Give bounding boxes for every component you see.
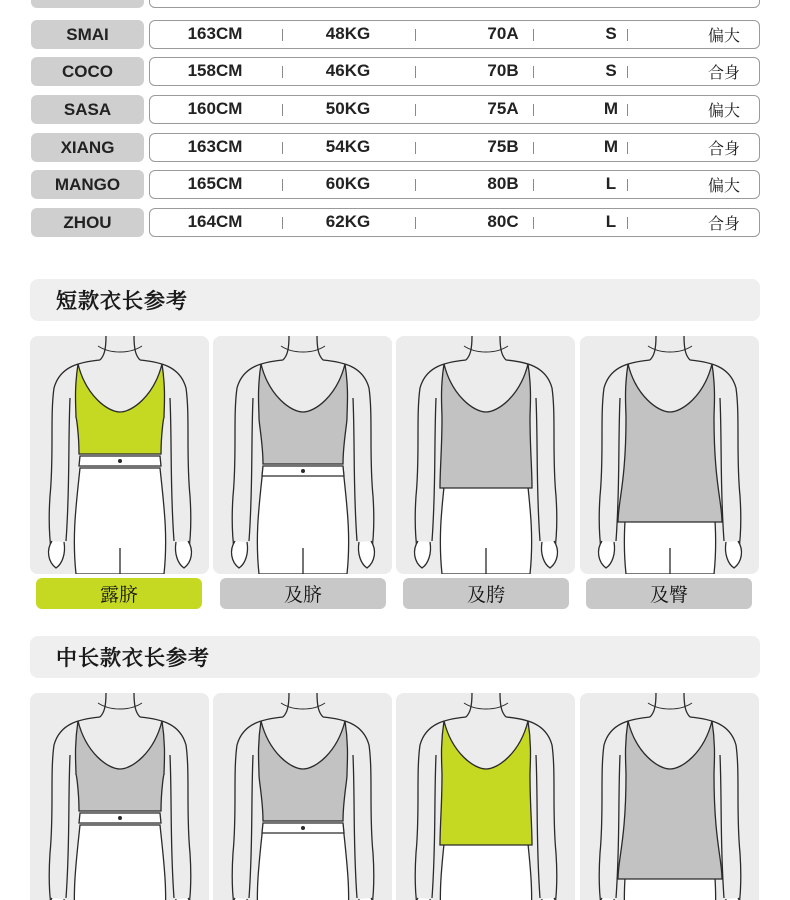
column-divider — [533, 142, 534, 154]
column-divider — [415, 142, 416, 154]
length-label-butt: 及臀 — [586, 578, 752, 609]
body-silhouette-hip — [396, 336, 575, 574]
cell-height: 163CM — [187, 24, 243, 43]
column-divider — [415, 66, 416, 78]
column-divider — [415, 104, 416, 116]
column-divider — [533, 104, 534, 116]
row-data-box — [149, 57, 760, 86]
model-name-pill: SASA — [31, 95, 144, 124]
cell-effect: 合身 — [707, 138, 741, 158]
table-header-row — [31, 0, 760, 8]
table-row — [31, 133, 760, 162]
mid-figure-crop — [30, 693, 209, 900]
cell-height: 165CM — [187, 174, 243, 193]
row-data-box — [149, 95, 760, 124]
cell-size: S — [605, 61, 617, 80]
mid-length-section-title: 中长款衣长参考 — [56, 646, 210, 670]
length-label-crop: 露脐 — [36, 578, 202, 609]
model-name-pill: XIANG — [31, 133, 144, 162]
header-data-box — [149, 0, 760, 8]
row-data-box — [149, 208, 760, 237]
cell-height: 163CM — [187, 137, 243, 156]
cell-bra: 80B — [487, 174, 519, 193]
length-label-hip: 及胯 — [403, 578, 569, 609]
short-length-section-bar — [30, 279, 760, 321]
model-name-pill: ZHOU — [31, 208, 144, 237]
row-data-box — [149, 170, 760, 199]
column-divider — [627, 104, 628, 116]
model-name-pill: SMAI — [31, 20, 144, 49]
column-divider — [282, 104, 283, 116]
cell-weight: 46KG — [325, 61, 371, 80]
short-figure-crop — [30, 336, 209, 574]
short-figure-navel — [213, 336, 392, 574]
short-length-section-title: 短款衣长参考 — [56, 289, 188, 313]
cell-size: M — [603, 99, 619, 118]
cell-weight: 50KG — [325, 99, 371, 118]
cell-height: 158CM — [187, 61, 243, 80]
column-divider — [415, 179, 416, 191]
row-data-box — [149, 133, 760, 162]
cell-weight: 60KG — [325, 174, 371, 193]
column-divider — [533, 179, 534, 191]
body-silhouette-crop — [30, 336, 209, 574]
cell-height: 164CM — [187, 212, 243, 231]
column-divider — [627, 179, 628, 191]
column-divider — [282, 179, 283, 191]
body-silhouette-hip — [396, 693, 575, 900]
mid-figure-hip — [396, 693, 575, 900]
body-silhouette-crop — [30, 693, 209, 900]
cell-weight: 62KG — [325, 212, 371, 231]
column-divider — [533, 217, 534, 229]
cell-size: L — [605, 212, 617, 231]
column-divider — [627, 29, 628, 41]
column-divider — [282, 142, 283, 154]
mid-length-section-bar — [30, 636, 760, 678]
table-row — [31, 208, 760, 237]
body-silhouette-butt — [580, 336, 759, 574]
column-divider — [415, 217, 416, 229]
column-divider — [282, 29, 283, 41]
cell-weight: 54KG — [325, 137, 371, 156]
column-divider — [533, 66, 534, 78]
column-divider — [627, 142, 628, 154]
cell-size: M — [603, 137, 619, 156]
cell-bra: 75A — [487, 99, 519, 118]
body-silhouette-navel — [213, 693, 392, 900]
cell-effect: 偏大 — [707, 25, 741, 45]
short-figure-hip — [396, 336, 575, 574]
cell-bra: 70A — [487, 24, 519, 43]
row-data-box — [149, 20, 760, 49]
column-divider — [533, 29, 534, 41]
table-row — [31, 95, 760, 124]
short-figure-butt — [580, 336, 759, 574]
cell-height: 160CM — [187, 99, 243, 118]
cell-bra: 70B — [487, 61, 519, 80]
cell-effect: 合身 — [707, 62, 741, 82]
mid-figure-butt — [580, 693, 759, 900]
column-divider — [282, 217, 283, 229]
body-silhouette-butt — [580, 693, 759, 900]
header-model-pill — [31, 0, 144, 8]
cell-effect: 合身 — [707, 213, 741, 233]
cell-effect: 偏大 — [707, 175, 741, 195]
length-label-navel: 及脐 — [220, 578, 386, 609]
cell-size: S — [605, 24, 617, 43]
cell-effect: 偏大 — [707, 100, 741, 120]
cell-size: L — [605, 174, 617, 193]
cell-weight: 48KG — [325, 24, 371, 43]
table-row — [31, 170, 760, 199]
column-divider — [282, 66, 283, 78]
model-name-pill: COCO — [31, 57, 144, 86]
column-divider — [627, 66, 628, 78]
cell-bra: 80C — [487, 212, 519, 231]
body-silhouette-navel — [213, 336, 392, 574]
model-name-pill: MANGO — [31, 170, 144, 199]
column-divider — [627, 217, 628, 229]
table-row — [31, 57, 760, 86]
column-divider — [415, 29, 416, 41]
mid-figure-navel — [213, 693, 392, 900]
cell-bra: 75B — [487, 137, 519, 156]
table-row — [31, 20, 760, 49]
